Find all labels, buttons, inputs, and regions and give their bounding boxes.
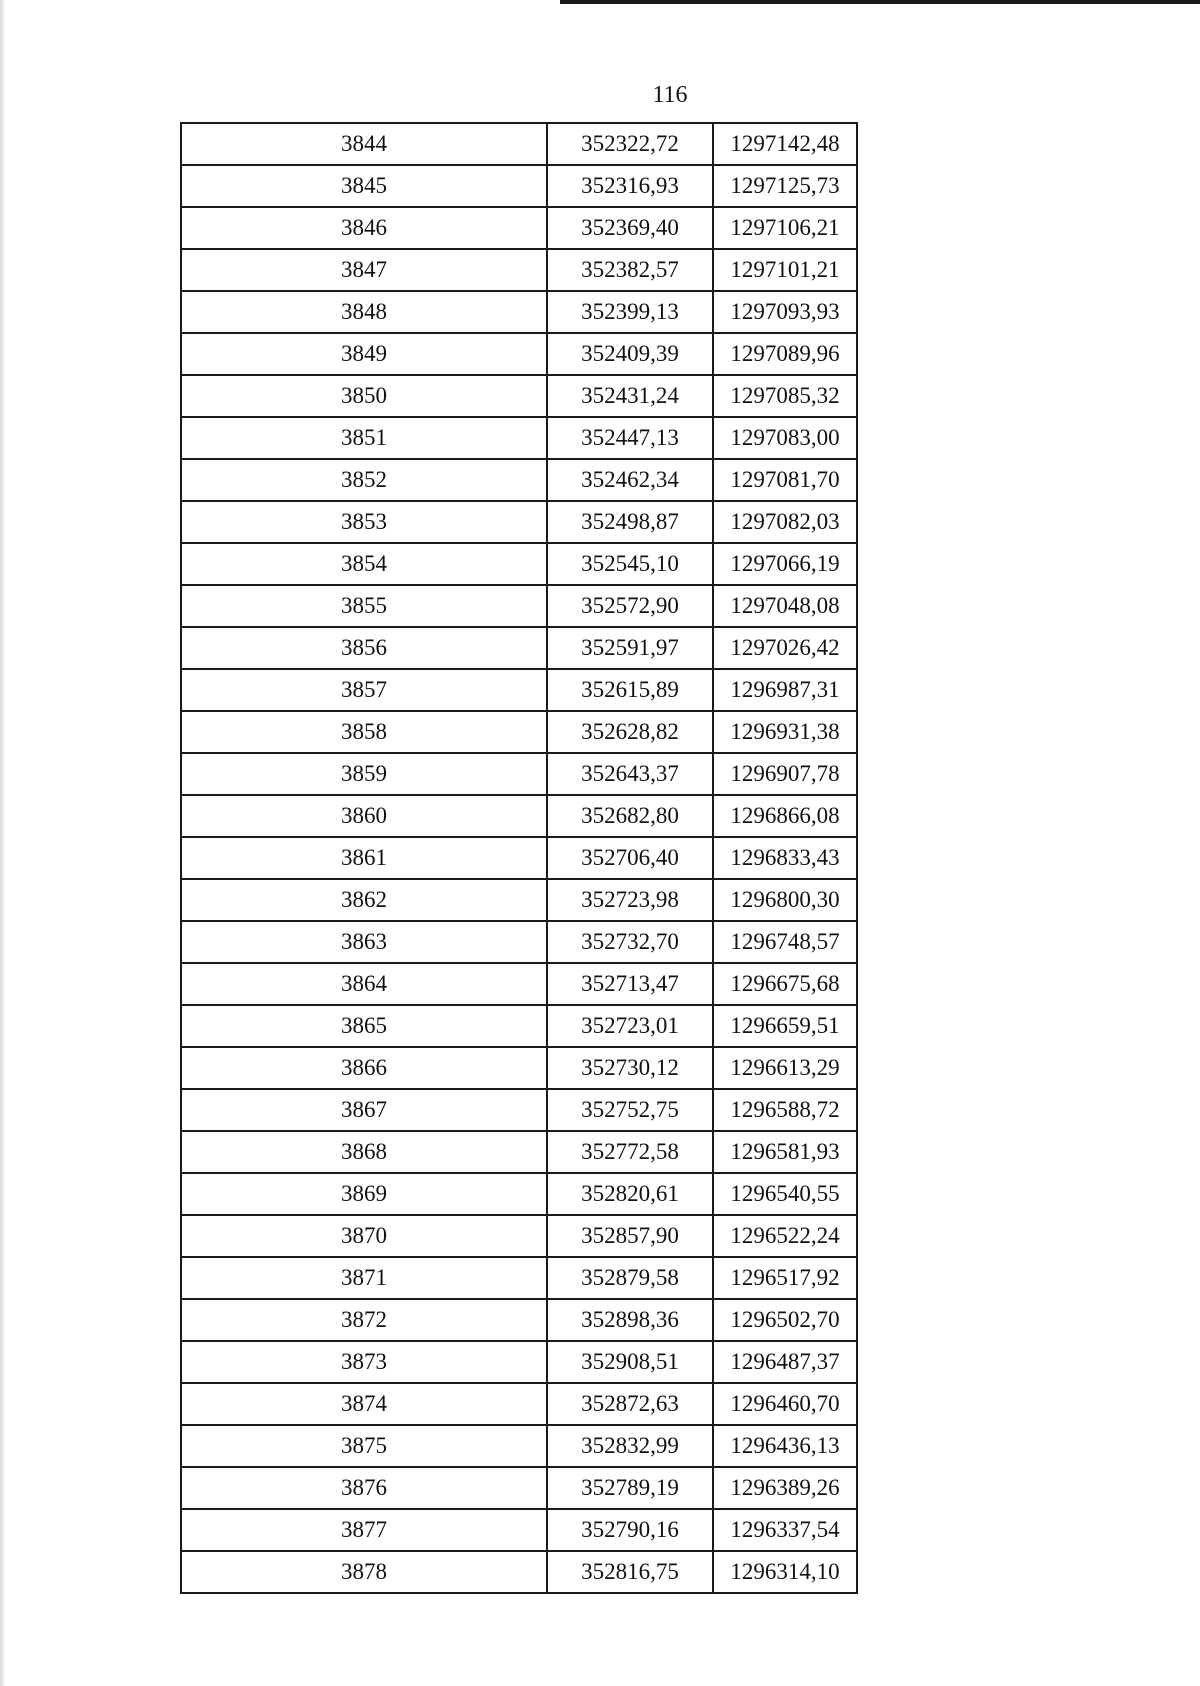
y-coordinate-cell: 1296800,30 [713,879,857,921]
point-number-cell: 3861 [181,837,547,879]
table-row [181,249,857,291]
table-row [181,1341,857,1383]
point-number-cell: 3846 [181,207,547,249]
y-coordinate-cell: 1296613,29 [713,1047,857,1089]
y-coordinate-cell: 1297048,08 [713,585,857,627]
x-coordinate-cell: 352790,16 [547,1509,713,1551]
x-coordinate-cell: 352857,90 [547,1215,713,1257]
point-number-cell: 3856 [181,627,547,669]
table-row [181,669,857,711]
y-coordinate-cell: 1296522,24 [713,1215,857,1257]
y-coordinate-cell: 1296581,93 [713,1131,857,1173]
point-number-cell: 3864 [181,963,547,1005]
x-coordinate-cell: 352462,34 [547,459,713,501]
point-number-cell: 3854 [181,543,547,585]
x-coordinate-cell: 352643,37 [547,753,713,795]
table-row [181,753,857,795]
x-coordinate-cell: 352591,97 [547,627,713,669]
x-coordinate-cell: 352382,57 [547,249,713,291]
point-number-cell: 3867 [181,1089,547,1131]
table-row [181,879,857,921]
x-coordinate-cell: 352879,58 [547,1257,713,1299]
point-number-cell: 3849 [181,333,547,375]
point-number-cell: 3851 [181,417,547,459]
x-coordinate-cell: 352322,72 [547,123,713,165]
x-coordinate-cell: 352898,36 [547,1299,713,1341]
table-row [181,333,857,375]
table-row [181,1551,857,1593]
scan-left-edge [0,0,6,1686]
table-row [181,1425,857,1467]
table-row [181,837,857,879]
x-coordinate-cell: 352399,13 [547,291,713,333]
y-coordinate-cell: 1296540,55 [713,1173,857,1215]
point-number-cell: 3865 [181,1005,547,1047]
point-number-cell: 3859 [181,753,547,795]
table-row [181,1215,857,1257]
y-coordinate-cell: 1296588,72 [713,1089,857,1131]
table-row [181,1509,857,1551]
x-coordinate-cell: 352730,12 [547,1047,713,1089]
table-row [181,627,857,669]
y-coordinate-cell: 1296502,70 [713,1299,857,1341]
x-coordinate-cell: 352316,93 [547,165,713,207]
point-number-cell: 3878 [181,1551,547,1593]
y-coordinate-cell: 1296931,38 [713,711,857,753]
y-coordinate-cell: 1297093,93 [713,291,857,333]
y-coordinate-cell: 1296487,37 [713,1341,857,1383]
point-number-cell: 3875 [181,1425,547,1467]
table-row [181,207,857,249]
table-row [181,123,857,165]
y-coordinate-cell: 1296987,31 [713,669,857,711]
y-coordinate-cell: 1296460,70 [713,1383,857,1425]
table-row [181,1131,857,1173]
table-row [181,963,857,1005]
page-number: 116 [652,82,688,108]
point-number-cell: 3853 [181,501,547,543]
point-number-cell: 3860 [181,795,547,837]
y-coordinate-cell: 1297082,03 [713,501,857,543]
x-coordinate-cell: 352723,01 [547,1005,713,1047]
table-row [181,501,857,543]
y-coordinate-cell: 1297081,70 [713,459,857,501]
y-coordinate-cell: 1296389,26 [713,1467,857,1509]
x-coordinate-cell: 352409,39 [547,333,713,375]
y-coordinate-cell: 1296675,68 [713,963,857,1005]
table-row [181,711,857,753]
x-coordinate-cell: 352752,75 [547,1089,713,1131]
x-coordinate-cell: 352572,90 [547,585,713,627]
point-number-cell: 3848 [181,291,547,333]
y-coordinate-cell: 1297026,42 [713,627,857,669]
point-number-cell: 3862 [181,879,547,921]
table-row [181,543,857,585]
x-coordinate-cell: 352682,80 [547,795,713,837]
point-number-cell: 3870 [181,1215,547,1257]
table-row [181,1089,857,1131]
table-row [181,459,857,501]
x-coordinate-cell: 352723,98 [547,879,713,921]
y-coordinate-cell: 1297066,19 [713,543,857,585]
point-number-cell: 3868 [181,1131,547,1173]
table-row [181,1467,857,1509]
point-number-cell: 3855 [181,585,547,627]
table-row [181,585,857,627]
x-coordinate-cell: 352713,47 [547,963,713,1005]
y-coordinate-cell: 1296833,43 [713,837,857,879]
y-coordinate-cell: 1297106,21 [713,207,857,249]
x-coordinate-cell: 352820,61 [547,1173,713,1215]
point-number-cell: 3850 [181,375,547,417]
table-row [181,921,857,963]
point-number-cell: 3845 [181,165,547,207]
x-coordinate-cell: 352545,10 [547,543,713,585]
y-coordinate-cell: 1296866,08 [713,795,857,837]
y-coordinate-cell: 1297085,32 [713,375,857,417]
x-coordinate-cell: 352498,87 [547,501,713,543]
point-number-cell: 3874 [181,1383,547,1425]
table-row [181,1047,857,1089]
point-number-cell: 3877 [181,1509,547,1551]
x-coordinate-cell: 352772,58 [547,1131,713,1173]
x-coordinate-cell: 352832,99 [547,1425,713,1467]
table-row [181,1173,857,1215]
point-number-cell: 3876 [181,1467,547,1509]
y-coordinate-cell: 1296517,92 [713,1257,857,1299]
point-number-cell: 3847 [181,249,547,291]
y-coordinate-cell: 1296337,54 [713,1509,857,1551]
x-coordinate-cell: 352706,40 [547,837,713,879]
table-row [181,1257,857,1299]
x-coordinate-cell: 352816,75 [547,1551,713,1593]
point-number-cell: 3844 [181,123,547,165]
table-row [181,417,857,459]
y-coordinate-cell: 1296436,13 [713,1425,857,1467]
y-coordinate-cell: 1297089,96 [713,333,857,375]
table-row [181,1299,857,1341]
scan-top-rule [560,0,1200,4]
table-row [181,375,857,417]
point-number-cell: 3852 [181,459,547,501]
table-row [181,795,857,837]
y-coordinate-cell: 1297101,21 [713,249,857,291]
x-coordinate-cell: 352615,89 [547,669,713,711]
y-coordinate-cell: 1296748,57 [713,921,857,963]
coordinates-table-body [181,123,857,1593]
x-coordinate-cell: 352789,19 [547,1467,713,1509]
y-coordinate-cell: 1297125,73 [713,165,857,207]
point-number-cell: 3869 [181,1173,547,1215]
point-number-cell: 3873 [181,1341,547,1383]
point-number-cell: 3857 [181,669,547,711]
point-number-cell: 3858 [181,711,547,753]
x-coordinate-cell: 352872,63 [547,1383,713,1425]
x-coordinate-cell: 352447,13 [547,417,713,459]
x-coordinate-cell: 352431,24 [547,375,713,417]
x-coordinate-cell: 352628,82 [547,711,713,753]
table-row [181,1005,857,1047]
table-row [181,1383,857,1425]
y-coordinate-cell: 1297083,00 [713,417,857,459]
y-coordinate-cell: 1296314,10 [713,1551,857,1593]
coordinates-table [180,122,858,1594]
table-row [181,165,857,207]
point-number-cell: 3871 [181,1257,547,1299]
x-coordinate-cell: 352908,51 [547,1341,713,1383]
x-coordinate-cell: 352369,40 [547,207,713,249]
x-coordinate-cell: 352732,70 [547,921,713,963]
point-number-cell: 3872 [181,1299,547,1341]
y-coordinate-cell: 1296659,51 [713,1005,857,1047]
table-row [181,291,857,333]
y-coordinate-cell: 1297142,48 [713,123,857,165]
y-coordinate-cell: 1296907,78 [713,753,857,795]
point-number-cell: 3866 [181,1047,547,1089]
point-number-cell: 3863 [181,921,547,963]
